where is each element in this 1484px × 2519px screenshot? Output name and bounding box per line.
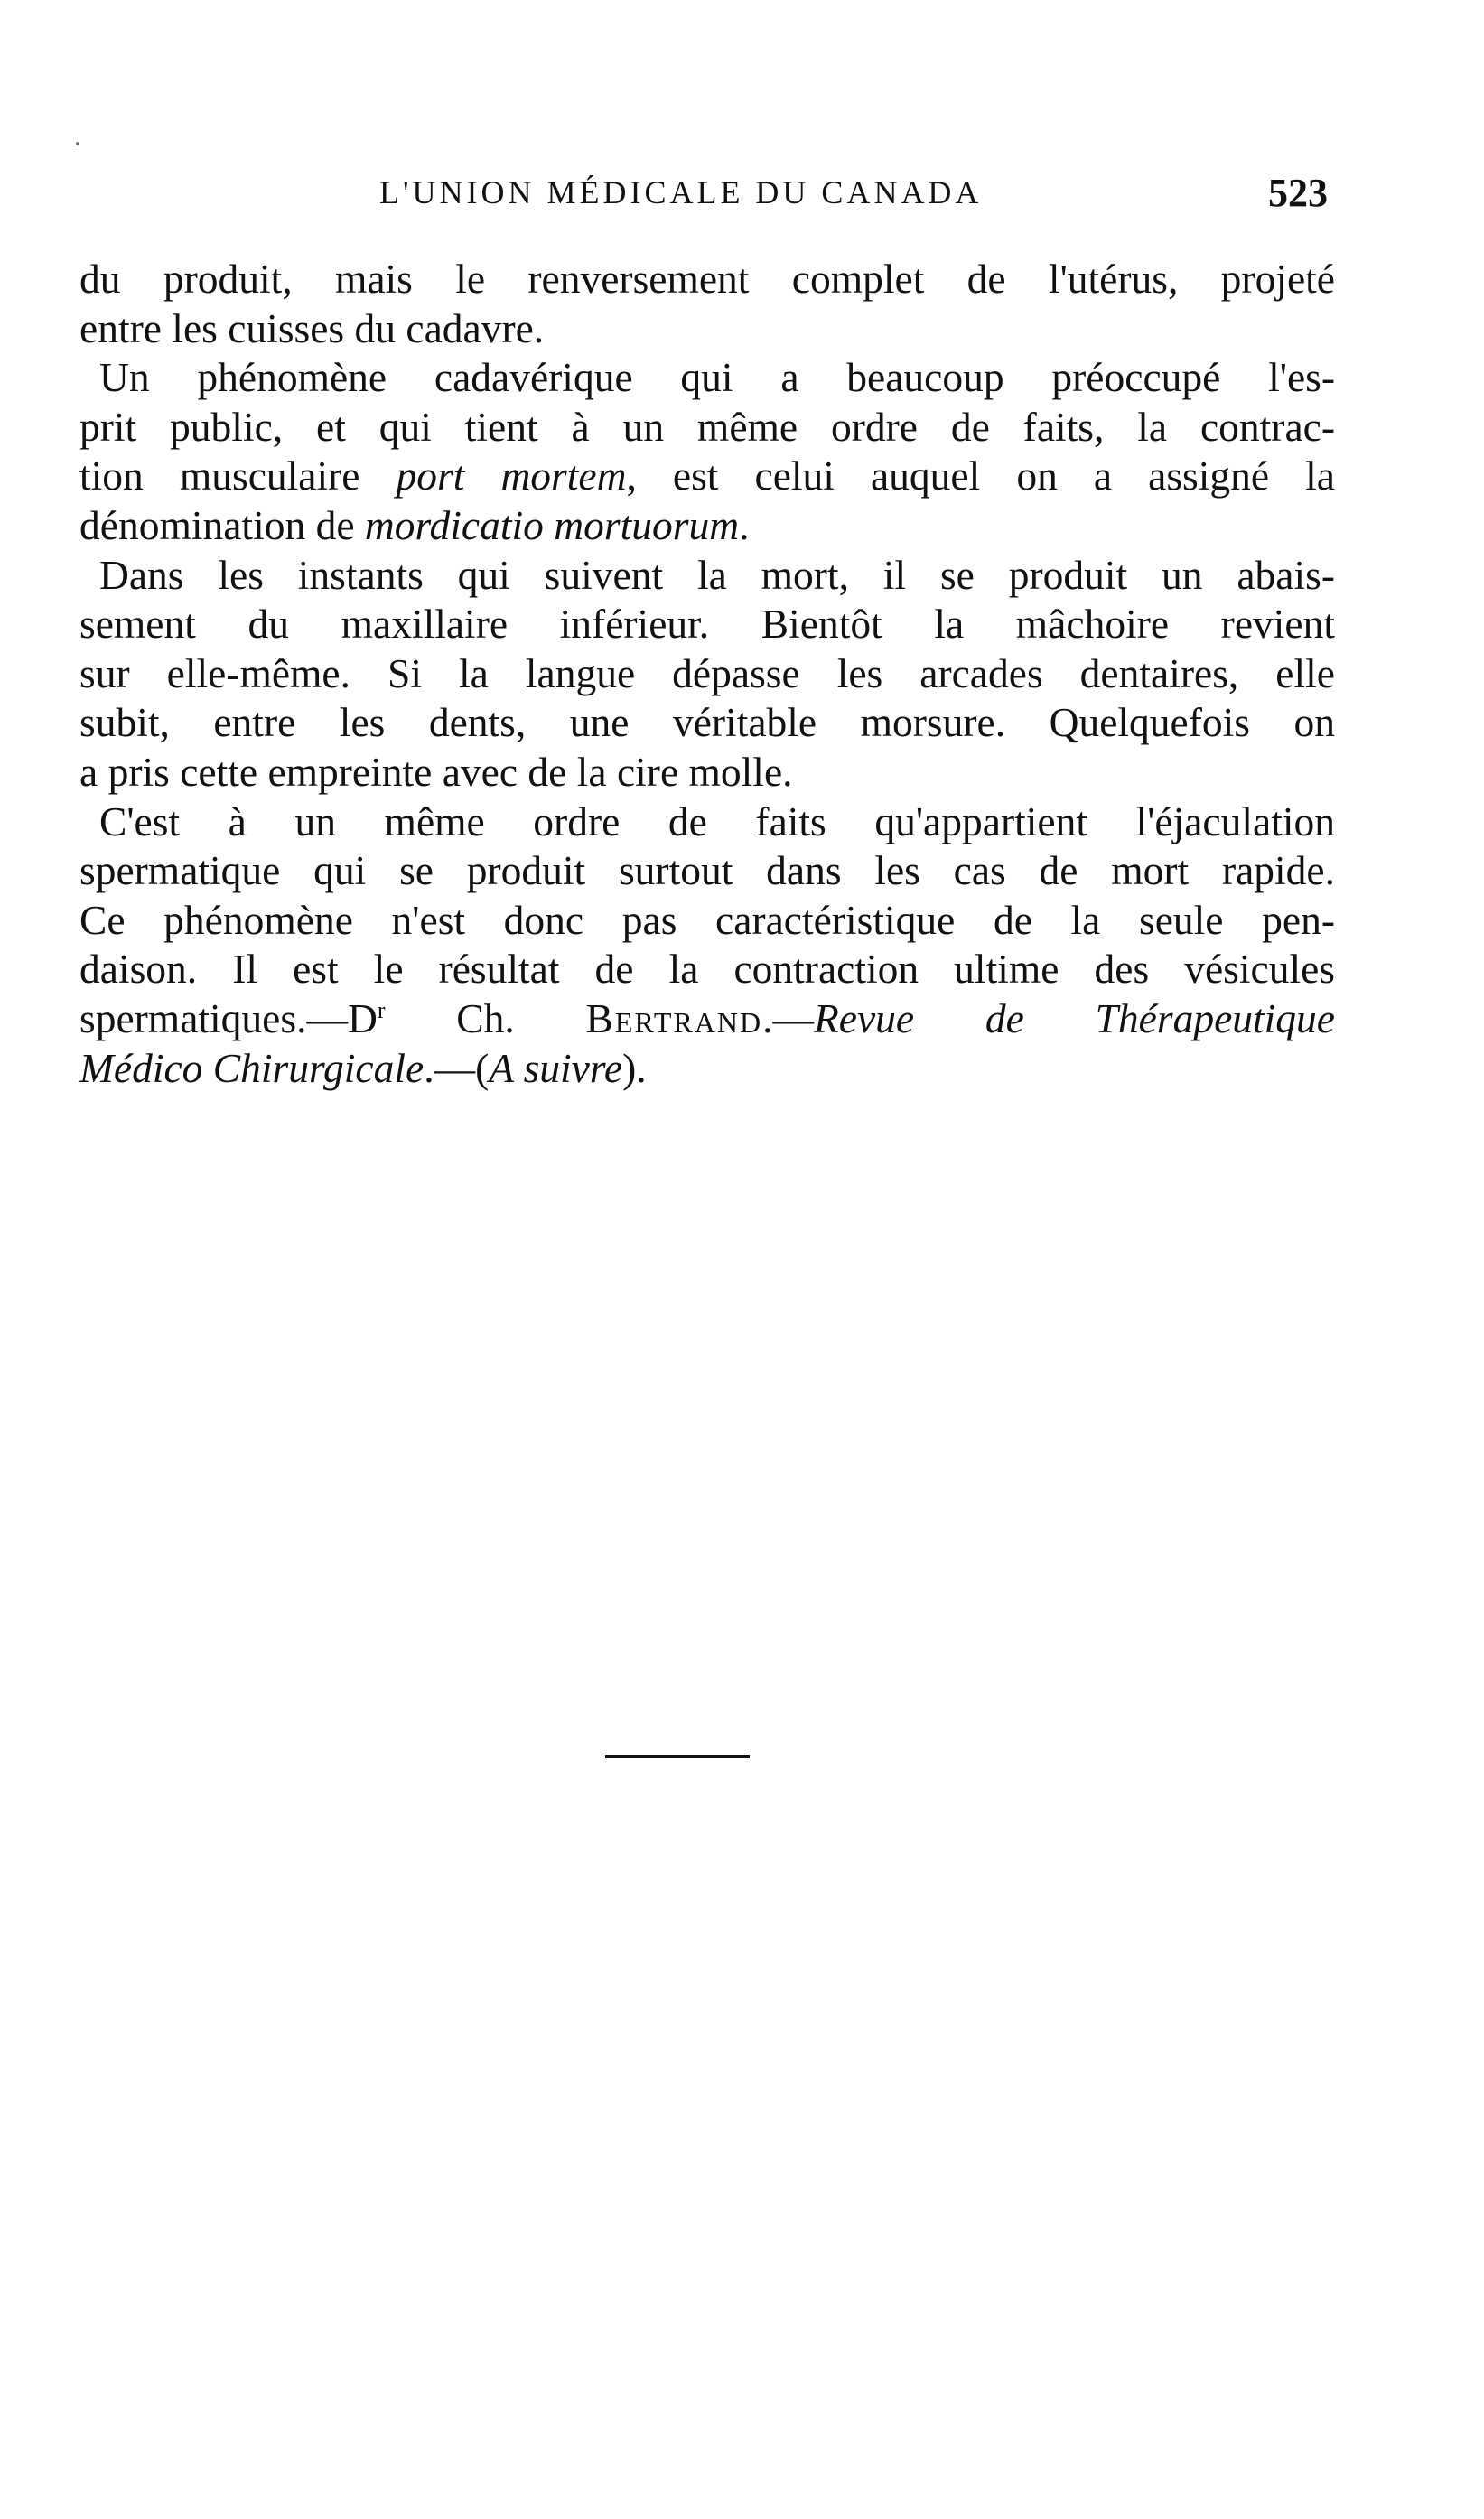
paragraph-1 <box>79 255 1335 353</box>
journal-title: Revue de Thérapeutique <box>813 994 1335 1041</box>
citation-line <box>79 1044 1335 1094</box>
text-line: subit, entre les dents, une véritable morsure. Quelquefois on <box>79 699 1335 746</box>
body-text <box>79 255 1335 1093</box>
text-line: prit public, et qui tient à un même ordre de faits, la contrac- <box>79 403 1335 450</box>
text-line: entre les cuisses du cadavre. <box>79 304 545 351</box>
text-line: daison. Il est le résultat de la contraction ultime des vésicules <box>79 946 1335 993</box>
separator: .—( <box>424 1044 490 1091</box>
text-line: a pris cette empreinte avec de la cire molle. <box>79 748 793 795</box>
running-title: L'UNION MÉDICALE DU CANADA <box>379 174 983 210</box>
paragraph-3 <box>79 551 1335 798</box>
journal-title: Médico Chirurgicale <box>79 1044 425 1091</box>
text-line: C'est à un même ordre de faits qu'appartient l'éjaculation <box>99 798 1335 844</box>
page-number: 523 <box>1268 171 1328 215</box>
text-line: Un phénomène cadavérique qui a beaucoup préoccupé l'es- <box>99 354 1335 401</box>
author-first: Ch. <box>385 994 586 1041</box>
running-header <box>81 170 1328 220</box>
continued-note: A suivre <box>489 1044 623 1091</box>
citation-line <box>79 994 1335 1044</box>
superscript: r <box>377 996 386 1023</box>
latin-term-port-mortem: port mortem <box>396 452 627 499</box>
line-text: . <box>739 501 750 548</box>
text-line: Dans les instants qui suivent la mort, il se produit un abais- <box>99 551 1335 598</box>
line-text: spermatiques.—D <box>79 994 378 1041</box>
text-line <box>79 452 1335 501</box>
line-text: tion musculaire <box>79 452 397 499</box>
latin-term-mordicatio: mordicatio mortuorum <box>364 501 740 548</box>
author-name: Bertrand <box>585 994 763 1041</box>
scan-speck <box>76 142 79 145</box>
separator: ). <box>622 1044 647 1091</box>
separator: .— <box>762 994 814 1041</box>
paragraph-4 <box>79 798 1335 1094</box>
text-line: sement du maxillaire inférieur. Bientôt la mâchoire revient <box>79 601 1335 648</box>
text-line <box>79 501 1335 551</box>
text-line: spermatique qui se produit surtout dans les cas de mort rapide. <box>79 847 1335 894</box>
text-line: du produit, mais le renversement complet de l'utérus, projeté <box>79 256 1335 302</box>
line-text: dénomination de <box>79 501 365 548</box>
text-line: Ce phénomène n'est donc pas caractéristique de la seule pen- <box>79 896 1335 943</box>
line-text: , est celui auquel on a assigné la <box>626 452 1335 499</box>
section-divider <box>605 1755 750 1758</box>
text-line: sur elle-même. Si la langue dépasse les arcades dentaires, elle <box>79 649 1335 696</box>
paragraph-2 <box>79 353 1335 550</box>
